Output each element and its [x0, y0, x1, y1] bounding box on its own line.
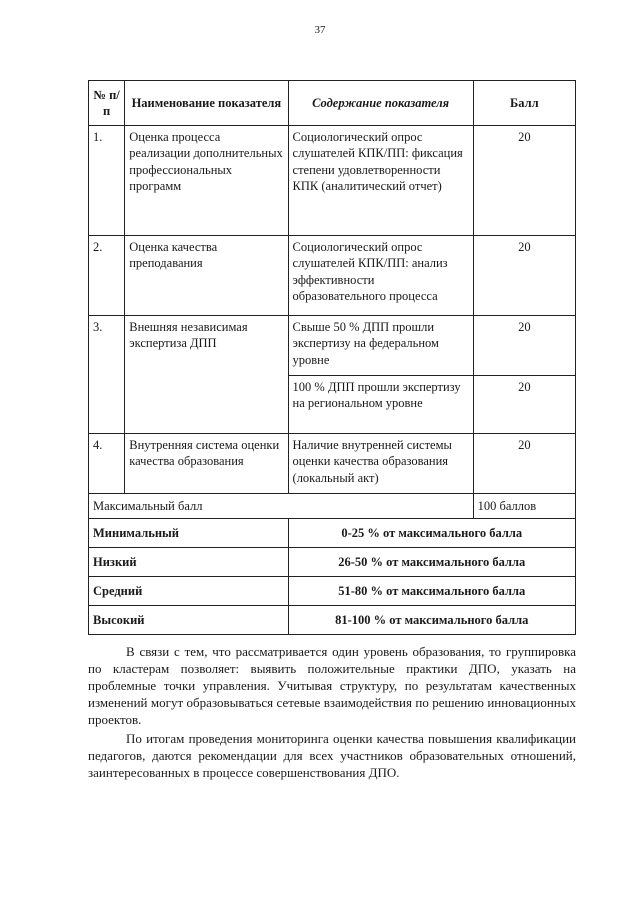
header-name: Наименование показателя [125, 81, 288, 126]
row-name: Оценка процесса реализации дополнительных профессиональных программ [125, 126, 288, 236]
header-num: № п/п [89, 81, 125, 126]
level-range: 0-25 % от максимального балла [288, 519, 575, 548]
row-content: Социологический опрос слушателей КПК/ПП: фиксация степени удовлетворенности КПК (аналитический отчет) [288, 126, 473, 236]
page-number: 37 [314, 24, 326, 36]
paragraph: По итогам проведения мониторинга оценки качества повышения квалификации педагогов, даются рекомендации для всех участников образовательных отношений, заинтересованных в процессе совершенствования ДПО. [88, 731, 576, 781]
level-row [89, 548, 576, 577]
row-score: 20 [473, 236, 575, 316]
paragraph: В связи с тем, что рассматривается один уровень образования, то группировка по кластерам позволяет: выявить положительные практики ДПО, указать на проблемные точки управления. Учитывая структуру, по результатам качественных изменений могут образовываться сетевые взаимодействия по решению инновационных проектов. [88, 644, 576, 727]
header-score: Балл [473, 81, 575, 126]
level-row [89, 606, 576, 635]
table-row [89, 316, 576, 376]
row-name: Внешняя независимая экспертиза ДПП [125, 316, 288, 434]
row-content: Социологический опрос слушателей КПК/ПП: анализ эффективности образовательного процесса [288, 236, 473, 316]
table-row [89, 126, 576, 236]
body-text [88, 644, 576, 785]
level-label: Высокий [89, 606, 289, 635]
row-num: 3. [89, 316, 125, 434]
row-content: Свыше 50 % ДПП прошли экспертизу на федеральном уровне [288, 316, 473, 376]
level-label: Средний [89, 577, 289, 606]
row-score: 20 [473, 376, 575, 434]
row-name: Внутренняя система оценки качества образования [125, 434, 288, 494]
max-score-value: 100 баллов [473, 494, 575, 519]
row-score: 20 [473, 126, 575, 236]
row-content: 100 % ДПП прошли экспертизу на региональном уровне [288, 376, 473, 434]
row-content: Наличие внутренней системы оценки качества образования (локальный акт) [288, 434, 473, 494]
row-num: 1. [89, 126, 125, 236]
max-score-row [89, 494, 576, 519]
level-label: Минимальный [89, 519, 289, 548]
row-score: 20 [473, 434, 575, 494]
row-score: 20 [473, 316, 575, 376]
level-row [89, 519, 576, 548]
table-row [89, 236, 576, 316]
max-score-label: Максимальный балл [89, 494, 474, 519]
level-row [89, 577, 576, 606]
level-range: 26-50 % от максимального балла [288, 548, 575, 577]
level-label: Низкий [89, 548, 289, 577]
level-range: 81-100 % от максимального балла [288, 606, 575, 635]
row-name: Оценка качества преподавания [125, 236, 288, 316]
header-content: Содержание показателя [288, 81, 473, 126]
table-row [89, 434, 576, 494]
row-num: 4. [89, 434, 125, 494]
criteria-table [88, 80, 576, 635]
row-num: 2. [89, 236, 125, 316]
table-header-row [89, 81, 576, 126]
level-range: 51-80 % от максимального балла [288, 577, 575, 606]
